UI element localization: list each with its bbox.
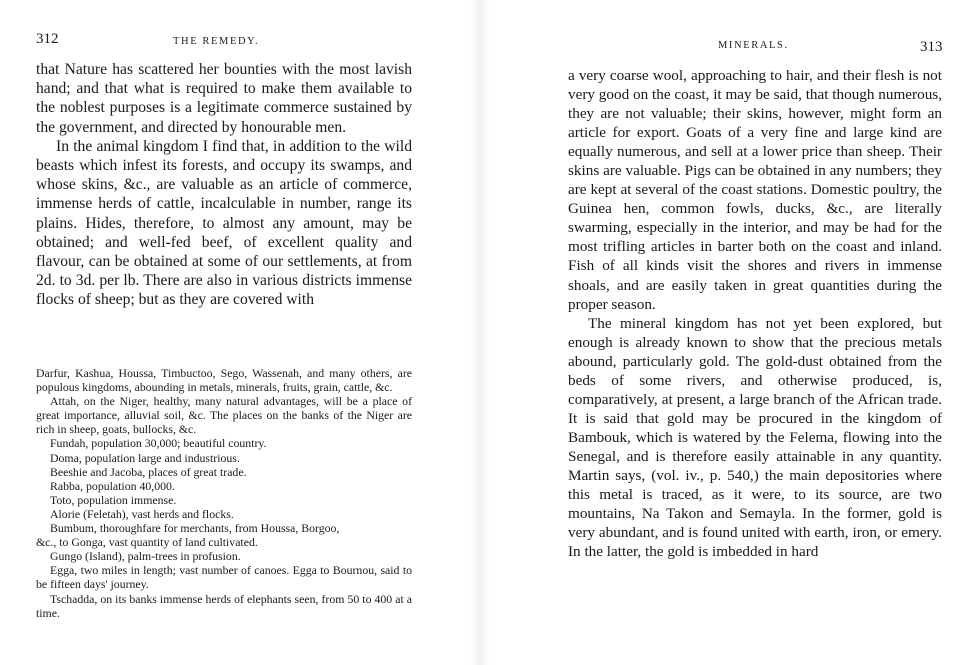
footnote: &c., to Gonga, vast quantity of land cultivated. xyxy=(36,535,258,550)
body-paragraph: a very coarse wool, approaching to hair, and their flesh is not very good on the coast, it may be said, that though numerous, they are not valuable; their skins, however, might form an article for export. Goats of a very fine and large kind are equally numerous, and sell at a lower price than sheep. Their skins are valuable. Pigs can be obtained in any numbers; they are kept at several of the coast stations. Domestic poultry, the Guinea hen, common fowls, ducks, &c., are literally swarming, especially in the interior, and may be had for the most trifling articles in barter both on the coast and inland. Fish of all kinds visit the shores and rivers in immense shoals, and are easily taken in great quantities during the proper season. xyxy=(568,67,942,313)
footnote: Doma, population large and industrious. xyxy=(50,450,240,465)
page-number: 313 xyxy=(920,39,943,55)
book-gutter xyxy=(470,0,490,665)
body-paragraph: The mineral kingdom has not yet been explored, but enough is already known to show that the precious metals abound, particularly gold. The gold-dust obtained from the beds of some rivers, and otherwise produced, is, comparatively, at present, a large branch of the African trade. It is said that gold may be procured in the kingdom of Bambouk, which is watered by the Felema, flowing into the Senegal, and is therefore easily attainable in any quantity. Martin says, (vol. iv., p. 540,) the main depositories where this metal is traced, as it were, to its source, are two mountains, Na Takon and Semayla. In the former, gold is very abundant, and is found united with earth, iron, or emery. In the latter, the gold is imbedded in hard xyxy=(568,314,942,561)
footnote: Gungo (Island), palm-trees in profusion. xyxy=(50,549,241,564)
running-head: MINERALS. xyxy=(718,40,789,51)
left-body-text xyxy=(36,60,412,310)
footnote: Darfur, Kashua, Houssa, Timbuctoo, Sego, Wassenah, and many others, are populous kingdoms, abounding in metals, minerals, fruits, grain, cattle, &c. xyxy=(36,366,412,395)
right-page xyxy=(490,0,980,665)
footnote: Toto, population immense. xyxy=(50,492,177,507)
page-number: 312 xyxy=(36,31,59,47)
left-page xyxy=(0,0,470,665)
footnote: Tschadda, on its banks immense herds of elephants seen, from 50 to 400 at a time. xyxy=(36,591,412,620)
body-paragraph: that Nature has scattered her bounties with the most lavish hand; and that what is required to make them available to the noblest purposes is a legitimate commerce sustained by the government, and directed by honourable men. xyxy=(36,61,412,136)
footnote: Attah, on the Niger, healthy, many natural advantages, will be a place of great importance, alluvial soil, &c. The places on the banks of the Niger are rich in sheep, goats, bullocks, &c. xyxy=(36,394,412,437)
footnote: Rabba, population 40,000. xyxy=(50,478,175,493)
footnote: Beeshie and Jacoba, places of great trade. xyxy=(50,464,247,479)
body-paragraph: In the animal kingdom I find that, in addition to the wild beasts which infest its forests, and occupy its swamps, and whose skins, &c., are valuable as an article of commerce, immense herds of cattle, incalculable in number, range its plains. Hides, therefore, to almost any amount, may be obtained; and well-fed beef, of excellent quality and flavour, can be obtained at some of our settlements, at from 2d. to 3d. per lb. There are also in various districts immense flocks of sheep; but as they are covered with xyxy=(36,137,412,309)
running-head: THE REMEDY. xyxy=(173,36,260,47)
footnote: Alorie (Feletah), vast herds and flocks. xyxy=(50,506,234,521)
footnote: Egga, two miles in length; vast number of canoes. Egga to Bournou, said to be fifteen days' journey. xyxy=(36,563,412,592)
right-body-text xyxy=(568,66,942,561)
footnote: Fundah, population 30,000; beautiful country. xyxy=(50,436,267,451)
footnote: Bumbum, thoroughfare for merchants, from Houssa, Borgoo, xyxy=(50,521,340,536)
footnotes xyxy=(36,366,412,620)
